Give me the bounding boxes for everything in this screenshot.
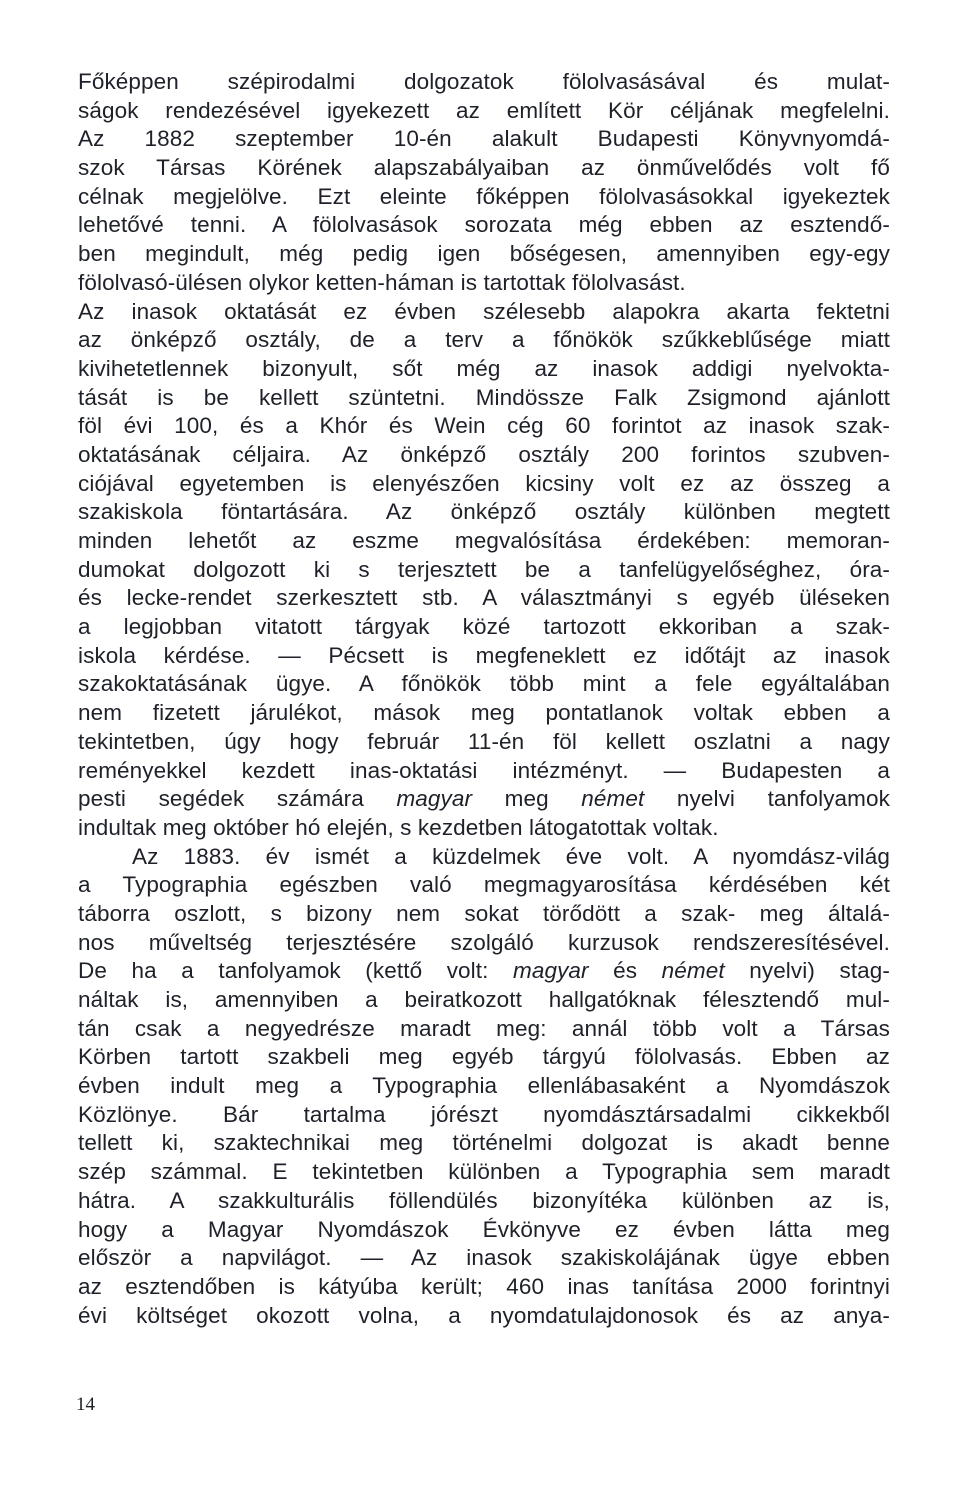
text-line: szok Társas Körének alapszabályaiban az önművelődés volt fő: [78, 155, 890, 181]
text-line: szép számmal. E tekintetben különben a Typographia sem maradt: [78, 1159, 890, 1185]
text-line: tását is be kellett szüntetni. Mindössze Falk Zsigmond ajánlott: [78, 384, 890, 410]
page-number: 14: [76, 1394, 95, 1415]
text-line: lehetővé tenni. A fölolvasások sorozata még ebben az esztendő-: [78, 212, 890, 238]
text-line: az önképző osztály, de a terv a főnökök szűkkeblűsége miatt: [78, 327, 890, 353]
text-line: Az 1882 szeptember 10-én alakult Budapesti Könyvnyomdá-: [78, 126, 890, 152]
text-line: hátra. A szakkulturális föllendülés bizonyítéka különben az is,: [78, 1187, 890, 1213]
text-line: évben indult meg a Typographia ellenlábasaként a Nyomdászok: [78, 1073, 890, 1099]
text-line: táborra oszlott, s bizony nem sokat törődött a szak- meg általá-: [78, 900, 890, 926]
text-line: iskola kérdése. — Pécsett is megfeneklett ez időtájt az inasok: [78, 642, 890, 668]
text-line: először a napvilágot. — Az inasok szakiskolájának ügye ebben: [78, 1245, 890, 1271]
text-line: pesti segédek számára magyar meg német nyelvi tanfolyamok: [78, 786, 890, 812]
text-line: és lecke-rendet szerkesztett stb. A választmányi s egyéb üléseken: [78, 585, 890, 611]
text-line: reményekkel kezdett inas-oktatási intézményt. — Budapesten a: [78, 757, 890, 783]
text-line: a legjobban vitatott tárgyak közé tartozott ekkoriban a szak-: [78, 614, 890, 640]
text-line: De ha a tanfolyamok (kettő volt: magyar és német nyelvi) stag-: [78, 958, 890, 984]
text-line: náltak is, amennyiben a beiratkozott hallgatóknak félesztendő mul-: [78, 987, 890, 1012]
text-line: tán csak a negyedrésze maradt meg: annál több volt a Társas: [78, 1015, 890, 1041]
body-text: [78, 68, 890, 1330]
text-line: nem fizetett járulékot, mások meg pontatlanok voltak ebben a: [78, 700, 890, 726]
text-line: fölolvasó-ülésen olykor ketten-háman is tartottak fölolvasást.: [78, 269, 686, 295]
text-line: Körben tartott szakbeli meg egyéb tárgyú fölolvasás. Ebben az: [78, 1044, 890, 1070]
text-line: dumokat dolgozott ki s terjesztett be a tanfelügyelőséghez, óra-: [78, 556, 890, 582]
text-line: indultak meg október hó elején, s kezdetben látogatottak voltak.: [78, 814, 719, 840]
text-line: ságok rendezésével igyekezett az említett Kör céljának megfelelni.: [78, 97, 890, 123]
text-line: tellett ki, szaktechnikai meg történelmi dolgozat is akadt benne: [78, 1130, 890, 1156]
text-line: hogy a Magyar Nyomdászok Évkönyve ez évben látta meg: [78, 1216, 890, 1242]
text-line: ben megindult, még pedig igen bőségesen, amennyiben egy-egy: [78, 241, 890, 267]
text-line: Az 1883. év ismét a küzdelmek éve volt. A nyomdász-világ: [132, 843, 890, 869]
text-line: oktatásának céljaira. Az önképző osztály 200 forintos szubven-: [78, 441, 890, 467]
text-line: szakiskola föntartására. Az önképző osztály különben megtett: [78, 499, 890, 525]
text-line: szakoktatásának ügye. A főnökök több mint a fele egyáltalában: [78, 671, 890, 697]
text-line: nos műveltség terjesztésére szolgáló kurzusok rendszeresítésével.: [78, 929, 890, 955]
text-line: tekintetben, úgy hogy február 11-én föl kellett oszlatni a nagy: [78, 728, 890, 754]
text-line: Főképpen szépirodalmi dolgozatok fölolvasásával és mulat-: [78, 69, 890, 94]
text-line: minden lehetőt az eszme megvalósítása érdekében: memoran-: [78, 528, 890, 553]
text-line: Közlönye. Bár tartalma jórészt nyomdásztársadalmi cikkekből: [78, 1101, 890, 1127]
text-line: évi költséget okozott volna, a nyomdatulajdonosok és az anya-: [78, 1302, 890, 1328]
text-line: föl évi 100, és a Khór és Wein cég 60 forintot az inasok szak-: [78, 413, 890, 439]
text-line: kivihetetlennek bizonyult, sőt még az inasok addigi nyelvokta-: [78, 355, 890, 381]
text-line: Az inasok oktatását ez évben szélesebb alapokra akarta fektetni: [78, 298, 890, 324]
text-line: az esztendőben is kátyúba került; 460 inas tanítása 2000 forintnyi: [78, 1273, 890, 1299]
text-line: ciójával egyetemben is elenyészően kicsiny volt ez az összeg a: [78, 470, 890, 496]
text-line: célnak megjelölve. Ezt eleinte főképpen fölolvasásokkal igyekeztek: [78, 183, 890, 209]
text-line: a Typographia egészben való megmagyarosítása kérdésében két: [78, 872, 890, 898]
